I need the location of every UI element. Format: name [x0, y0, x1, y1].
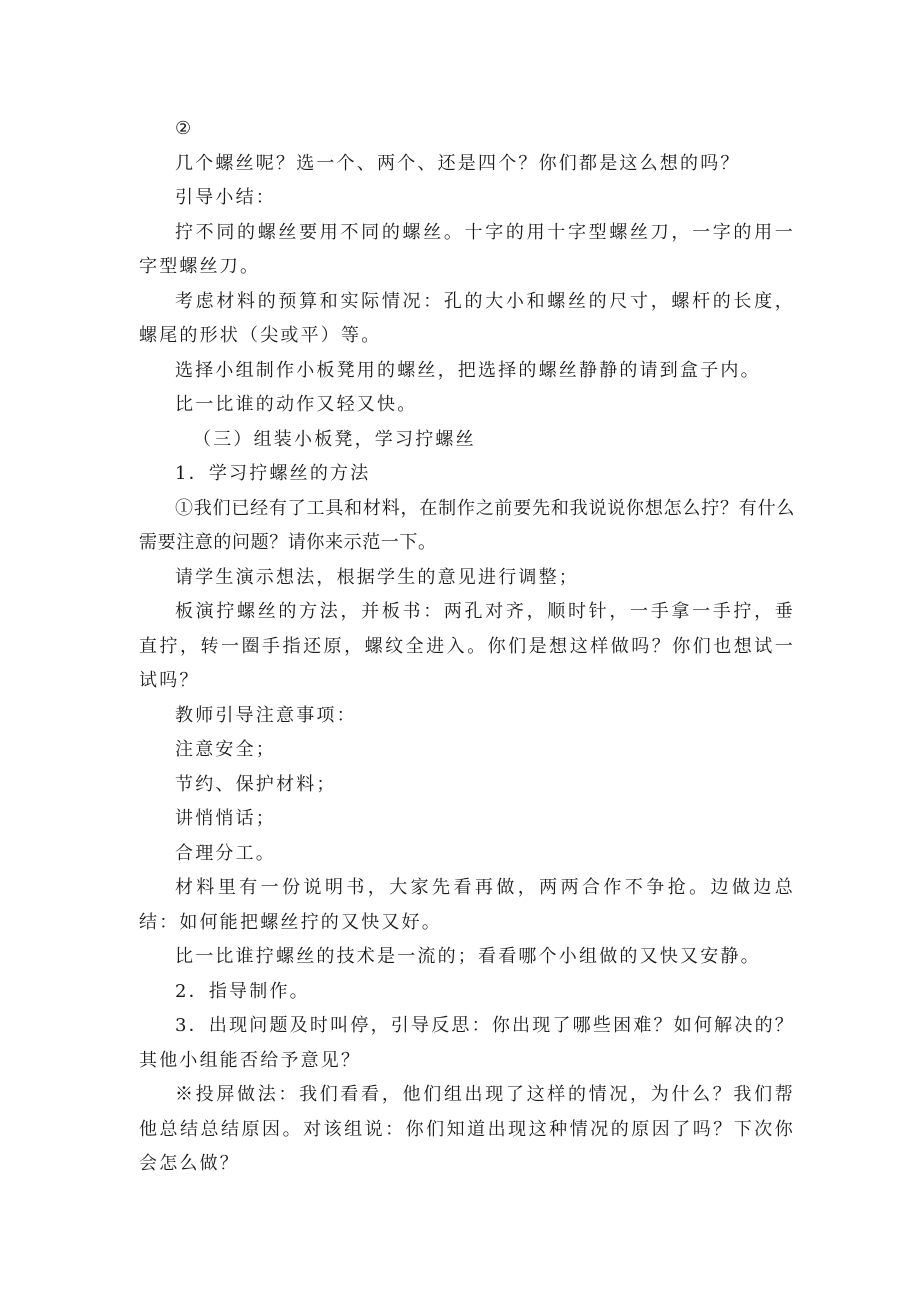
paragraph-consider-materials: 考虑材料的预算和实际情况：孔的大小和螺丝的尺寸，螺杆的长度，螺尾的形状（尖或平）等。 — [139, 290, 795, 346]
subheading-stop-and-reflect: 3．出现问题及时叫停，引导反思：你出现了哪些困难？如何解决的？其他小组能否给予意见？ — [139, 1015, 795, 1071]
paragraph-tools-and-materials: ①我们已经有了工具和材料，在制作之前要先和我说说你想怎么拧？有什么需要注意的问题？请你来示范一下。 — [139, 497, 795, 553]
subheading-learn-method: 1．学习拧螺丝的方法 — [175, 463, 371, 484]
document-body — [139, 112, 795, 1182]
paragraph-instructions: 材料里有一份说明书，大家先看再做，两两合作不争抢。边做边总结：如何能把螺丝拧的又快又好。 — [139, 877, 795, 933]
paragraph-choose-screws: 选择小组制作小板凳用的螺丝，把选择的螺丝静静的请到盒子内。 — [175, 359, 761, 381]
list-item-safety: 注意安全； — [175, 739, 276, 760]
list-item-whisper: 讲悄悄话； — [175, 808, 276, 829]
paragraph-compare-actions: 比一比谁的动作又轻又快。 — [175, 394, 418, 415]
paragraph-different-screwdrivers: 拧不同的螺丝要用不同的螺丝。十字的用十字型螺丝刀，一字的用一字型螺丝刀。 — [139, 221, 795, 277]
paragraph-compare-skill: 比一比谁拧螺丝的技术是一流的；看看哪个小组做的又快又安静。 — [175, 946, 761, 967]
section-heading-assemble-stool: （三）组装小板凳，学习拧螺丝 — [193, 428, 476, 450]
paragraph-how-many-screws: 几个螺丝呢？选一个、两个、还是四个？你们都是这么想的吗？ — [175, 152, 741, 174]
list-item-save-materials: 节约、保护材料； — [175, 773, 337, 795]
list-item-division-of-labor: 合理分工。 — [175, 842, 276, 864]
paragraph-circled-two: ② — [175, 118, 192, 139]
paragraph-board-demo: 板演拧螺丝的方法，并板书：两孔对齐，顺时针，一手拿一手拧，垂直拧，转一圈手指还原，螺纹全进入。你们是想这样做吗？你们也想试一试吗？ — [139, 601, 795, 691]
paragraph-teacher-notes: 教师引导注意事项： — [175, 704, 357, 726]
paragraph-guide-summary: 引导小结： — [175, 187, 276, 208]
paragraph-screen-share: ※投屏做法：我们看看，他们组出现了这样的情况，为什么？我们帮他总结总结原因。对该组说：你们知道出现这种情况的原因了吗？下次你会怎么做？ — [139, 1084, 795, 1174]
paragraph-student-demo: 请学生演示想法，根据学生的意见进行调整； — [175, 566, 579, 588]
subheading-guide-making: 2．指导制作。 — [175, 980, 310, 1002]
